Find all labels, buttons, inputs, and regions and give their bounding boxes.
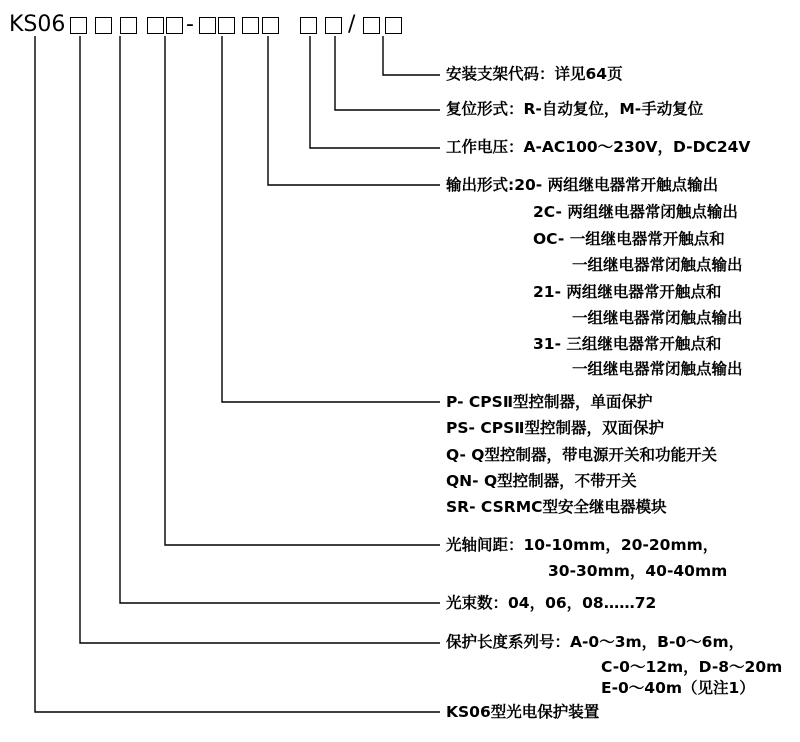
output-option-oc-cont: 一组继电器常闭触点输出 — [572, 256, 743, 274]
connector-optical-spacing — [165, 36, 440, 545]
length-series-cont-2: E-0～40m（见注1） — [601, 679, 755, 697]
connector-product-name — [35, 36, 440, 712]
connector-length-series — [80, 36, 440, 643]
output-option-31-cont: 一组继电器常闭触点输出 — [572, 360, 743, 378]
connector-controller — [222, 36, 440, 402]
output-option-21: 21- 两组继电器常开触点和 — [533, 283, 722, 301]
product-name-label: KS06型光电保护装置 — [446, 703, 600, 721]
controller-option-qn: QN- Q型控制器，不带开关 — [446, 472, 637, 490]
connector-beam-count — [120, 36, 440, 603]
output-option-21-cont: 一组继电器常闭触点输出 — [572, 309, 743, 327]
output-option-oc: OC- 一组继电器常开触点和 — [533, 230, 725, 248]
code-slash: / — [348, 12, 356, 37]
length-series-cont-1: C-0～12m，D-8～20m — [601, 658, 783, 676]
voltage-label: 工作电压：A-AC100～230V，D-DC24V — [446, 138, 751, 156]
connector-reset-mode — [335, 36, 440, 110]
output-option-2c: 2C- 两组继电器常闭触点输出 — [533, 203, 738, 221]
beam-count-label: 光束数：04，06，08……72 — [446, 594, 657, 612]
controller-option-sr: SR- CSRMC型安全继电器模块 — [446, 498, 667, 516]
bracket-code-label: 安装支架代码：详见64页 — [446, 65, 623, 83]
reset-mode-label: 复位形式：R-自动复位，M-手动复位 — [446, 100, 704, 118]
controller-option-q: Q- Q型控制器，带电源开关和功能开关 — [446, 446, 717, 464]
code-dash: - — [186, 12, 194, 37]
connector-voltage — [310, 36, 440, 148]
output-option-31: 31- 三组继电器常开触点和 — [533, 335, 722, 353]
controller-option-ps: PS- CPSⅡ型控制器，双面保护 — [446, 419, 664, 437]
controller-option-p: P- CPSⅡ型控制器，单面保护 — [446, 393, 653, 411]
output-label: 输出形式:20- 两组继电器常开触点输出 — [446, 176, 719, 194]
connector-bracket-code — [383, 36, 440, 75]
model-prefix: KS06 — [9, 12, 66, 37]
optical-spacing-cont: 30-30mm，40-40mm — [548, 562, 728, 580]
optical-spacing-label: 光轴间距：10-10mm，20-20mm， — [446, 536, 719, 554]
length-series-label: 保护长度系列号：A-0～3m，B-0～6m， — [446, 633, 745, 651]
